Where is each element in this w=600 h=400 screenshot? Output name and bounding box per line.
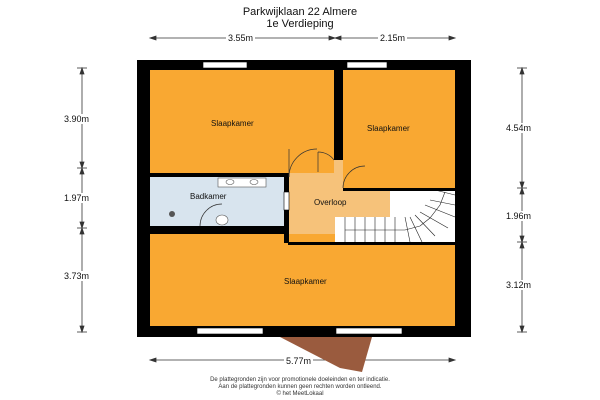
room-label-slaapkamer-right: Slaapkamer [367,124,410,133]
dim-right-bottom: 3.12m [506,280,532,290]
floor-title: 1e Verdieping [266,18,334,30]
dim-bottom: 5.77m [286,356,312,366]
room-label-badkamer: Badkamer [190,192,227,201]
dim-left-mid: 1.97m [64,193,90,203]
entry-step [280,337,372,372]
dim-top-right: 2.15m [380,33,406,43]
dim-right-top: 4.54m [506,123,532,133]
room-label-overloop: Overloop [314,198,347,207]
room-label-slaapkamer-bottom: Slaapkamer [284,277,327,286]
dim-top-left: 3.55m [228,33,254,43]
dim-left-top: 3.90m [64,114,90,124]
disclaimer-line-1: De plattegronden zijn voor promotionele doeleinden en ter indicatie. [210,377,390,383]
disclaimer-line-2: Aan de plattegronden kunnen geen rechten worden ontleend. [218,384,382,390]
room-label-slaapkamer-left: Slaapkamer [211,119,254,128]
dim-right-mid: 1.96m [506,211,532,221]
address-title: Parkwijklaan 22 Almere [242,6,358,18]
disclaimer-line-3: © het MeetLokaal [276,391,324,397]
dim-left-bottom: 3.73m [64,271,90,281]
